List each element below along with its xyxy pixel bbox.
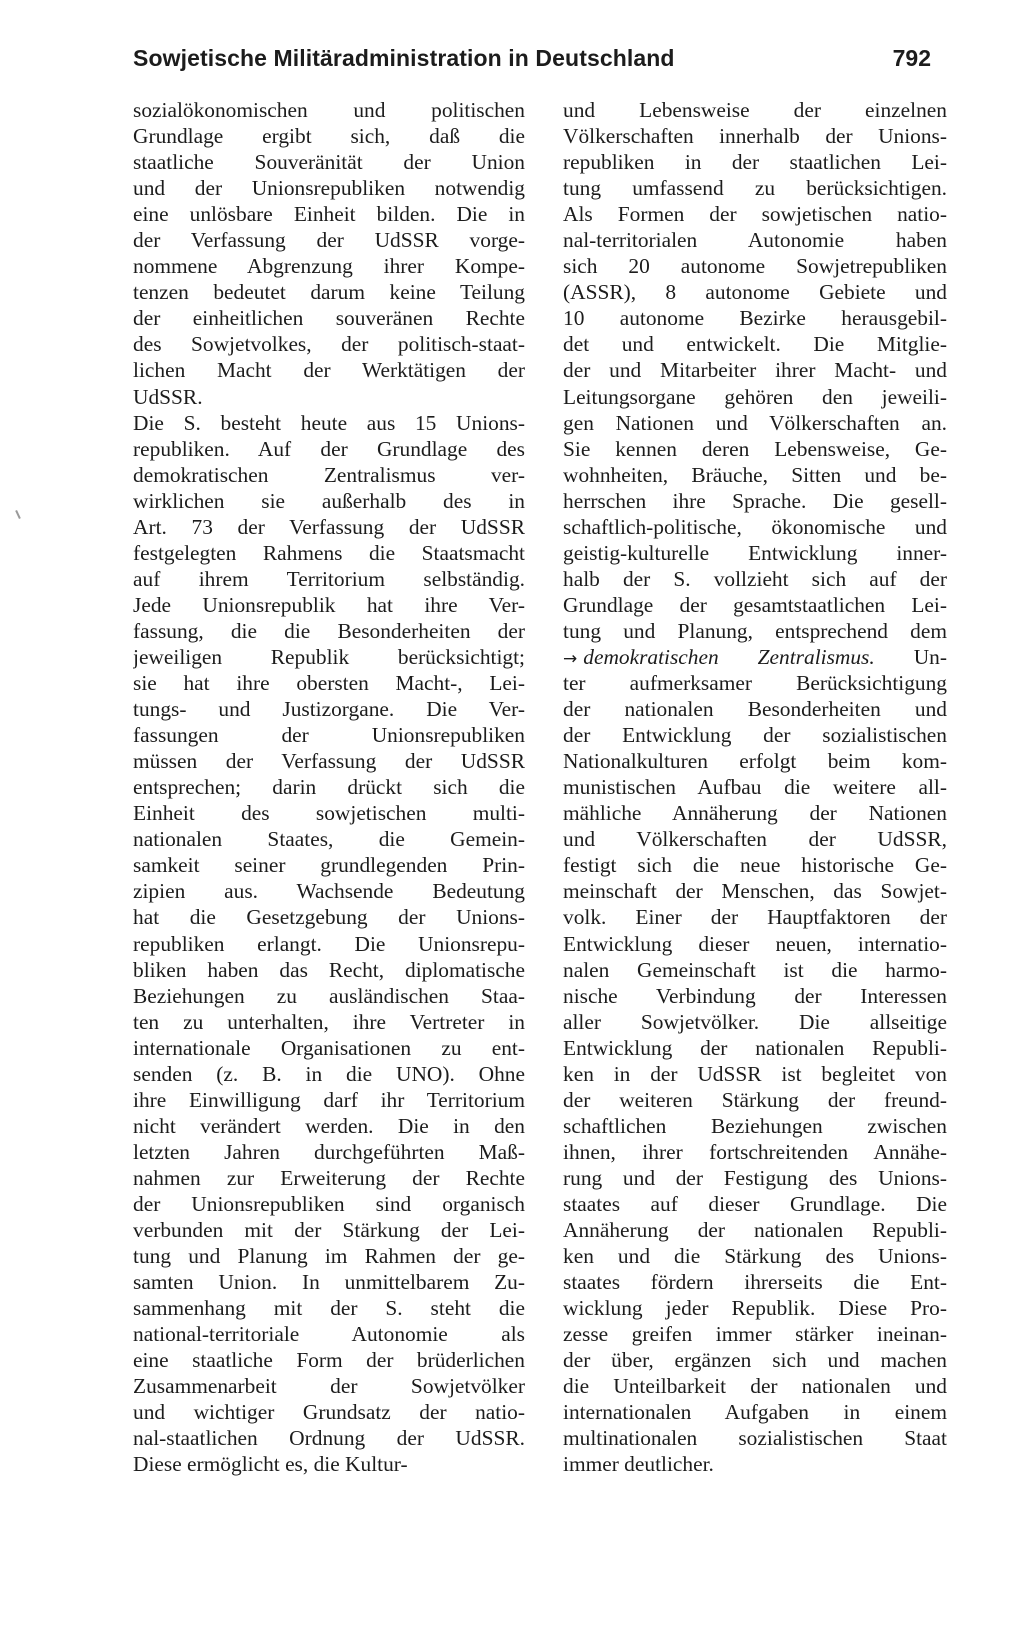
right-column [563,97,947,1477]
text-line: internationalen Aufgaben in einem [563,1400,947,1425]
text-line: det und entwickelt. Die Mitglie- [563,332,947,357]
text-line: aller Sowjetvölker. Die allseitige [563,1009,947,1034]
text-line: wohnheiten, Bräuche, Sitten und be- [563,462,947,487]
text-line: Entwicklung dieser neuen, internatio- [563,931,947,956]
text-line: der einheitlichen souveränen Rechte [133,306,525,331]
text-line: der und Mitarbeiter ihrer Macht- und [563,358,947,383]
text-line: wicklung jeder Republik. Diese Pro- [563,1296,947,1321]
text-line: gen Nationen und Völkerschaften an. [563,410,947,435]
text-line: ter aufmerksamer Berücksichtigung [563,671,947,696]
text-line: senden (z. B. in die UNO). Ohne [133,1061,525,1086]
text-line: Als Formen der sowjetischen natio- [563,202,947,227]
text-line: nahmen zur Erweiterung der Rechte [133,1165,525,1190]
text-line: geistig-kulturelle Entwicklung inner- [563,540,947,565]
text-line: der Entwicklung der sozialistischen [563,723,947,748]
text-line: staatliche Souveränität der Union [133,150,525,175]
text-line: ihre Einwilligung darf ihr Territorium [133,1087,525,1112]
page-number: 792 [892,45,931,71]
text-line: tung umfassend zu berücksichtigen. [563,176,947,201]
text-line: 10 autonome Bezirke herausgebil- [563,306,947,331]
text-line: und der Unionsrepubliken notwendig [133,176,525,201]
text-line: die Unteilbarkeit der nationalen und [563,1374,947,1399]
text-line: hat die Gesetzgebung der Unions- [133,905,525,930]
right-column-part-a [563,97,947,644]
text-line: Grundlage ergibt sich, daß die [133,124,525,149]
text-line: republiken. Auf der Grundlage des [133,436,525,461]
text-line: und Völkerschaften der UdSSR, [563,827,947,852]
text-line: ihnen, ihrer fortschreitenden Annähe- [563,1139,947,1164]
text-line: national-territoriale Autonomie als [133,1322,525,1347]
running-header [133,40,931,80]
header-title: Sowjetische Militäradministration in Deutschland [133,45,675,71]
text-line: verbunden mit der Stärkung der Lei- [133,1218,525,1243]
right-column-part-b [563,670,947,1477]
text-line: nische Verbindung der Interessen [563,983,947,1008]
text-line: zesse greifen immer stärker ineinan- [563,1322,947,1347]
text-line: tenzen bedeutet darum keine Teilung [133,280,525,305]
text-line: letzten Jahren durchgeführten Maß- [133,1139,525,1164]
text-line: multinationalen sozialistischen Staat [563,1426,947,1451]
text-line: Grundlage der gesamtstaatlichen Lei- [563,592,947,617]
text-line: nalen Gemeinschaft ist die harmo- [563,957,947,982]
text-line: tung und Planung, entsprechend dem [563,618,947,643]
text-line: immer deutlicher. [563,1452,714,1477]
text-line: sammenhang mit der S. steht die [133,1296,525,1321]
text-line: tungs- und Justizorgane. Die Ver- [133,697,525,722]
text-line: Diese ermöglicht es, die Kultur- [133,1452,408,1477]
text-line: schaftlich-politische, ökonomische und [563,514,947,539]
crossref-after: Un- [913,644,947,669]
text-line: Sie kennen deren Lebensweise, Ge- [563,436,947,461]
text-line: und Lebensweise der einzelnen [563,98,947,122]
crossref-term[interactable]: demokratischen Zentralismus. [583,644,875,669]
text-line: entsprechen; darin drückt sich die [133,775,525,800]
crossref-line [563,644,947,670]
text-line: republiken in der staatlichen Lei- [563,150,947,175]
text-line: UdSSR. [133,384,203,409]
text-line: lichen Macht der Werktätigen der [133,358,525,383]
text-line: Entwicklung der nationalen Republi- [563,1035,947,1060]
left-column [133,97,525,1477]
text-line: Die S. besteht heute aus 15 Unions- [133,410,525,435]
text-line: nicht verändert werden. Die in den [133,1113,525,1138]
text-line: herrschen ihre Sprache. Die gesell- [563,488,947,513]
text-line: der über, ergänzen sich und machen [563,1348,947,1373]
text-line: sich 20 autonome Sowjetrepubliken [563,254,947,279]
text-line: meinschaft der Menschen, das Sowjet- [563,879,947,904]
text-line: fassung, die die Besonderheiten der [133,618,525,643]
text-line: zipien aus. Wachsende Bedeutung [133,879,525,904]
text-line: bliken haben das Recht, diplomatische [133,957,525,982]
text-line: nommene Abgrenzung ihrer Kompe- [133,254,525,279]
text-line: staates auf dieser Grundlage. Die [563,1191,947,1216]
text-line: republiken erlangt. Die Unionsrepu- [133,931,525,956]
text-line: Beziehungen zu ausländischen Staa- [133,983,525,1008]
text-line: samkeit seiner grundlegenden Prin- [133,853,525,878]
text-line: der Verfassung der UdSSR vorge- [133,228,525,253]
text-line: mähliche Annäherung der Nationen [563,801,947,826]
text-line: Zusammenarbeit der Sowjetvölker [133,1374,525,1399]
text-line: munistischen Aufbau die weitere all- [563,775,947,800]
text-line: nal-staatlichen Ordnung der UdSSR. [133,1426,525,1451]
text-line: wirklichen sie außerhalb des in [133,488,525,513]
text-line: festgelegten Rahmens die Staatsmacht [133,540,525,565]
text-line: ken in der UdSSR ist begleitet von [563,1061,947,1086]
text-line: ken und die Stärkung des Unions- [563,1244,947,1269]
text-line: Einheit des sowjetischen multi- [133,801,525,826]
scan-speck [15,510,21,519]
text-line: ten zu unterhalten, ihre Vertreter in [133,1009,525,1034]
text-line: nal-territorialen Autonomie haben [563,228,947,253]
text-line: demokratischen Zentralismus ver- [133,462,525,487]
text-line: der Unionsrepubliken sind organisch [133,1191,525,1216]
text-line: Völkerschaften innerhalb der Unions- [563,124,947,149]
text-line: internationale Organisationen zu ent- [133,1035,525,1060]
text-line: jeweiligen Republik berücksichtigt; [133,644,525,669]
text-line: der nationalen Besonderheiten und [563,697,947,722]
text-line: halb der S. vollzieht sich auf der [563,566,947,591]
text-line: Leitungsorgane gehören den jeweili- [563,384,947,409]
text-line: Annäherung der nationalen Republi- [563,1218,947,1243]
text-line: staates fördern ihrerseits die Ent- [563,1270,947,1295]
text-line: samten Union. In unmittelbarem Zu- [133,1270,525,1295]
text-line: des Sowjetvolkes, der politisch-staat- [133,332,525,357]
text-line: Jede Unionsrepublik hat ihre Ver- [133,592,525,617]
text-line: müssen der Verfassung der UdSSR [133,749,525,774]
text-line: der weiteren Stärkung der freund- [563,1087,947,1112]
text-line: Art. 73 der Verfassung der UdSSR [133,514,525,539]
text-line: schaftlichen Beziehungen zwischen [563,1113,947,1138]
text-line: eine unlösbare Einheit bilden. Die in [133,202,525,227]
text-line: sozialökonomischen und politischen [133,98,525,122]
crossref-arrow-icon: → [563,648,578,669]
text-line: volk. Einer der Hauptfaktoren der [563,905,947,930]
text-line: und wichtiger Grundsatz der natio- [133,1400,525,1425]
text-line: fassungen der Unionsrepubliken [133,723,525,748]
text-line: rung und der Festigung des Unions- [563,1165,947,1190]
text-line: nationalen Staates, die Gemein- [133,827,525,852]
text-line: tung und Planung im Rahmen der ge- [133,1244,525,1269]
text-line: festigt sich die neue historische Ge- [563,853,947,878]
text-line: Nationalkulturen erfolgt beim kom- [563,749,947,774]
text-line: eine staatliche Form der brüderlichen [133,1348,525,1373]
text-line: sie hat ihre obersten Macht-, Lei- [133,671,525,696]
text-line: (ASSR), 8 autonome Gebiete und [563,280,947,305]
text-line: auf ihrem Territorium selbständig. [133,566,525,591]
